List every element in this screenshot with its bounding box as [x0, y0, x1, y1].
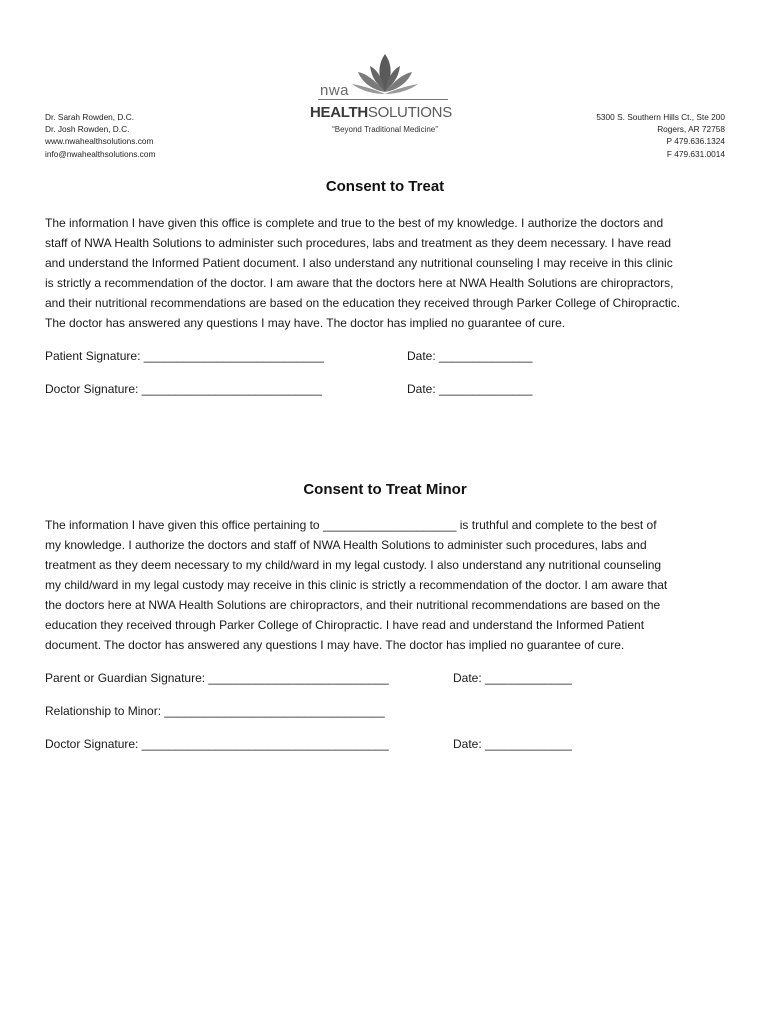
address-city: Rogers, AR 72758	[657, 124, 725, 135]
minor-consent-line: the doctors here at NWA Health Solutions are chiropractors, and their nutritional recommendations are based on the	[45, 598, 661, 612]
relationship-field[interactable]: Relationship to Minor: _________________________________	[45, 704, 385, 718]
logo-health-text: HEALTH	[310, 104, 368, 121]
address-street: 5300 S. Southern Hills Ct., Ste 200	[596, 112, 725, 122]
minor-doctor-signature-field[interactable]: Doctor Signature: _____________________________________	[45, 737, 389, 751]
minor-consent-line: document. The doctor has answered any questions I may have. The doctor has implied no guarantee of cure.	[45, 638, 625, 652]
logo-tagline: “Beyond Traditional Medicine”	[332, 125, 438, 134]
lotus-icon	[350, 52, 420, 104]
minor-consent-line: my child/ward in my legal custody may receive in this clinic is strictly a recommendation of the doctor. I am aware that	[45, 578, 668, 592]
consent-line: and their nutritional recommendations are based on the education they received through Parker College of Chiropractic.	[45, 296, 681, 310]
minor-consent-line: my knowledge. I authorize the doctors and staff of NWA Health Solutions to administer such procedures, labs and	[45, 538, 647, 552]
minor-doctor-date-field[interactable]: Date: _____________	[453, 737, 572, 751]
minor-consent-line: The information I have given this office pertaining to ____________________ is truthful and complete to the best of	[45, 518, 657, 532]
consent-body	[45, 213, 725, 333]
guardian-signature-field[interactable]: Parent or Guardian Signature: ___________________________	[45, 671, 389, 685]
patient-signature-field[interactable]: Patient Signature: ___________________________	[45, 349, 324, 363]
logo-wordmark	[310, 104, 452, 121]
consent-line: staff of NWA Health Solutions to administer such procedures, labs and treatment as they deem necessary. I have read	[45, 236, 672, 250]
consent-line: is strictly a recommendation of the doctor. I am aware that the doctors here at NWA Health Solutions are chiropractors,	[45, 276, 674, 290]
minor-consent-body	[45, 515, 725, 655]
minor-consent-line: treatment as they deem necessary to my child/ward in my legal custody. I also understand any nutritional counseling	[45, 558, 662, 572]
doctor-name-2: Dr. Josh Rowden, D.C.	[45, 124, 130, 135]
doctor-signature-field[interactable]: Doctor Signature: ___________________________	[45, 382, 322, 396]
company-logo	[300, 52, 470, 142]
patient-date-field[interactable]: Date: ______________	[407, 349, 533, 363]
fax-number: F 479.631.0014	[666, 148, 725, 159]
phone-number: P 479.636.1324	[666, 136, 725, 147]
guardian-date-field[interactable]: Date: _____________	[453, 671, 572, 685]
email-link[interactable]: info@nwahealthsolutions.com	[45, 148, 156, 159]
consent-line: The doctor has answered any questions I may have. The doctor has implied no guarantee of cure.	[45, 316, 566, 330]
logo-divider	[318, 99, 448, 100]
logo-solutions-text: SOLUTIONS	[367, 104, 452, 121]
contact-info	[596, 111, 725, 160]
logo-nwa-text: nwa	[320, 82, 350, 99]
consent-title: Consent to Treat	[325, 178, 445, 195]
website-link[interactable]: www.nwahealthsolutions.com	[45, 136, 154, 147]
minor-consent-title: Consent to Treat Minor	[303, 481, 467, 498]
consent-line: and understand the Informed Patient document. I also understand any nutritional counseling I may receive in this clinic	[45, 256, 673, 270]
doctor-name-1: Dr. Sarah Rowden, D.C.	[45, 112, 134, 122]
practitioner-info	[45, 111, 155, 160]
minor-consent-line: education they received through Parker College of Chiropractic. I have read and understand the Informed Patient	[45, 618, 645, 632]
doctor-date-field[interactable]: Date: ______________	[407, 382, 533, 396]
consent-line: The information I have given this office is complete and true to the best of my knowledge. I authorize the doctors and	[45, 216, 664, 230]
